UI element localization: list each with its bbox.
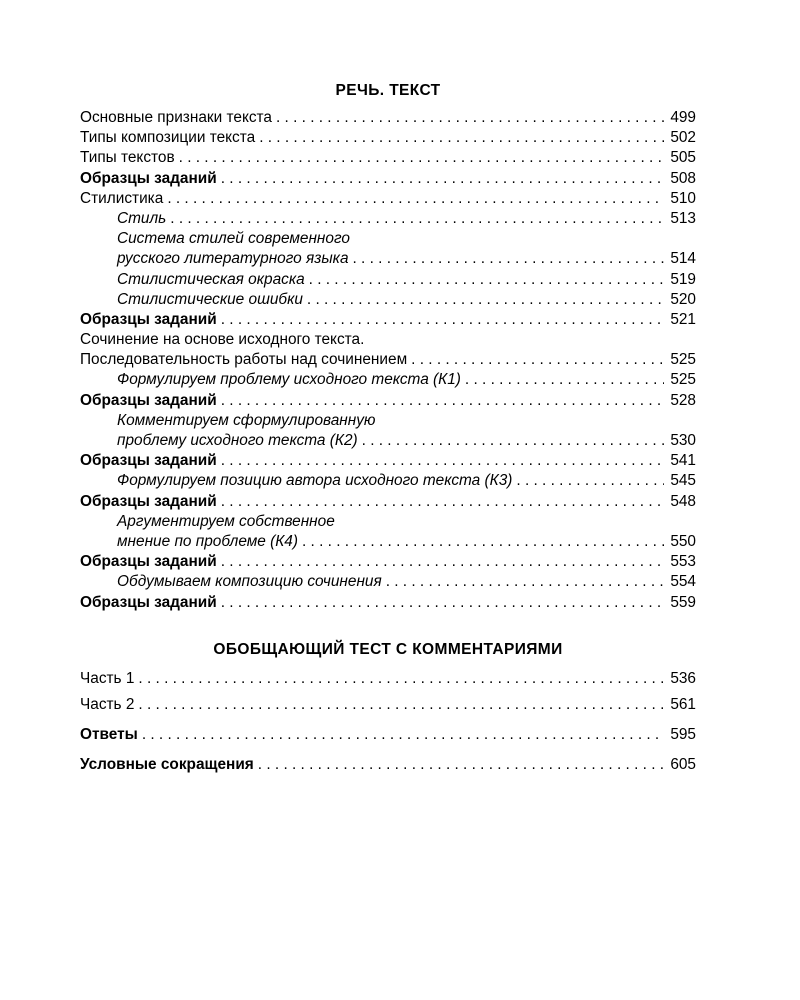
toc-entry-label: Основные признаки текста bbox=[80, 109, 272, 126]
toc-entry-page: 545 bbox=[670, 472, 696, 490]
toc-subentry bbox=[80, 431, 696, 451]
toc-entry-page: 536 bbox=[670, 670, 696, 687]
toc-list bbox=[80, 669, 696, 781]
toc-entry bbox=[80, 350, 696, 370]
toc-entry-page: 548 bbox=[670, 492, 696, 510]
toc-entry bbox=[80, 695, 696, 725]
toc-entry-label: Ответы bbox=[80, 726, 138, 743]
toc-entry-page: 525 bbox=[670, 371, 696, 389]
dot-leader bbox=[179, 148, 665, 168]
toc-entry-page: 520 bbox=[670, 290, 696, 308]
toc-entry-page: 528 bbox=[670, 391, 696, 409]
dot-leader bbox=[221, 310, 665, 330]
dot-leader bbox=[465, 370, 664, 390]
toc-subentry-line bbox=[80, 411, 696, 431]
toc-entry-page: 550 bbox=[670, 532, 696, 550]
toc-entry-label: Образцы заданий bbox=[80, 310, 217, 328]
toc-subentry bbox=[80, 270, 696, 290]
toc-entry-label: Типы текстов bbox=[80, 149, 175, 167]
toc-entry-label: Стилистическая окраска bbox=[117, 270, 305, 288]
toc-entry bbox=[80, 108, 696, 128]
toc-entry-label: Стилистика bbox=[80, 189, 164, 207]
toc-entry-page: 559 bbox=[670, 593, 696, 611]
toc-entry bbox=[80, 148, 696, 168]
toc-entry-samples bbox=[80, 552, 696, 572]
toc-entry-page: 521 bbox=[670, 310, 696, 328]
dot-leader bbox=[362, 431, 665, 451]
dot-leader bbox=[221, 593, 665, 613]
toc-entry-page: 505 bbox=[670, 149, 696, 167]
toc-entry-label: Часть 2 bbox=[80, 696, 135, 713]
dot-leader bbox=[221, 169, 665, 189]
toc-section-general-test bbox=[80, 640, 696, 781]
toc-subentry bbox=[80, 249, 696, 269]
dot-leader bbox=[386, 572, 665, 592]
toc-subentry bbox=[80, 209, 696, 229]
toc-entry-samples bbox=[80, 169, 696, 189]
toc-entry-abbreviations bbox=[80, 755, 696, 781]
toc-list bbox=[80, 108, 696, 613]
toc-entry-label: Система стилей современного bbox=[117, 230, 350, 248]
toc-entry-samples bbox=[80, 593, 696, 613]
dot-leader bbox=[307, 290, 664, 310]
dot-leader bbox=[221, 451, 665, 471]
toc-entry-label: Типы композиции текста bbox=[80, 129, 256, 147]
toc-entry-page: 514 bbox=[670, 250, 696, 268]
toc-subentry bbox=[80, 572, 696, 592]
dot-leader bbox=[170, 209, 664, 229]
dot-leader bbox=[258, 755, 665, 775]
dot-leader bbox=[142, 725, 665, 745]
toc-entry-label: Часть 1 bbox=[80, 670, 135, 687]
toc-entry-page: 553 bbox=[670, 553, 696, 571]
dot-leader bbox=[411, 350, 664, 370]
dot-leader bbox=[167, 189, 664, 209]
toc-entry-page: 510 bbox=[670, 189, 696, 207]
toc-entry-page: 513 bbox=[670, 209, 696, 227]
toc-entry-label: Обдумываем композицию сочинения bbox=[117, 573, 382, 591]
dot-leader bbox=[221, 552, 665, 572]
dot-leader bbox=[221, 492, 665, 512]
toc-entry-label: Образцы заданий bbox=[80, 452, 217, 470]
toc-entry-page: 508 bbox=[670, 169, 696, 187]
section-title: ОБОБЩАЮЩИЙ ТЕСТ С КОММЕНТАРИЯМИ bbox=[213, 641, 563, 658]
toc-entry-page: 605 bbox=[670, 756, 696, 773]
toc-entry-label: проблему исходного текста (К2) bbox=[117, 432, 358, 449]
toc-entry-label: Условные сокращения bbox=[80, 756, 254, 773]
dot-leader bbox=[276, 108, 664, 128]
toc-entry-page: 541 bbox=[670, 452, 696, 470]
toc-subentry-line bbox=[80, 229, 696, 249]
toc-subentry bbox=[80, 370, 696, 390]
toc-entry-label: Образцы заданий bbox=[80, 169, 217, 187]
toc-entry-page: 525 bbox=[670, 351, 696, 369]
dot-leader bbox=[259, 128, 664, 148]
toc-entry-samples bbox=[80, 391, 696, 411]
dot-leader bbox=[353, 249, 665, 269]
dot-leader bbox=[138, 669, 664, 689]
toc-entry-answers bbox=[80, 725, 696, 755]
toc-subentry bbox=[80, 471, 696, 491]
toc-entry-page: 499 bbox=[670, 109, 696, 126]
toc-entry-page: 561 bbox=[670, 696, 696, 713]
toc-entry-samples bbox=[80, 492, 696, 512]
dot-leader bbox=[309, 270, 665, 290]
toc-entry-label: русского литературного языка bbox=[117, 250, 349, 268]
toc-entry bbox=[80, 669, 696, 695]
toc-entry-label: Образцы заданий bbox=[80, 391, 217, 409]
toc-entry-label: Образцы заданий bbox=[80, 553, 217, 571]
toc-entry bbox=[80, 128, 696, 148]
dot-leader bbox=[516, 471, 664, 491]
toc-entry-label: Стилистические ошибки bbox=[117, 290, 303, 308]
toc-section-speech-text bbox=[80, 81, 696, 613]
toc-subentry bbox=[80, 290, 696, 310]
toc-entry-label: Образцы заданий bbox=[80, 593, 217, 611]
toc-entry-page: 519 bbox=[670, 270, 696, 288]
toc-entry-label: мнение по проблеме (К4) bbox=[117, 532, 298, 550]
section-title: РЕЧЬ. ТЕКСТ bbox=[335, 82, 441, 99]
toc-subentry bbox=[80, 532, 696, 552]
toc-entry-page: 554 bbox=[670, 573, 696, 591]
toc-entry-page: 502 bbox=[670, 129, 696, 147]
dot-leader bbox=[302, 532, 664, 552]
toc-entry-label: Комментируем сформулированную bbox=[117, 411, 376, 429]
toc-entry-label: Образцы заданий bbox=[80, 492, 217, 510]
dot-leader bbox=[138, 695, 664, 715]
dot-leader bbox=[221, 391, 665, 411]
toc-entry-label: Стиль bbox=[117, 209, 167, 227]
toc-subentry-line bbox=[80, 512, 696, 532]
toc-entry-page: 595 bbox=[670, 726, 696, 743]
toc-entry-label: Аргументируем собственное bbox=[117, 512, 335, 530]
toc-entry-label: Формулируем позицию автора исходного текста (К3) bbox=[117, 472, 513, 490]
toc-entry-line bbox=[80, 330, 696, 350]
toc-entry-samples bbox=[80, 451, 696, 471]
toc-entry-page: 530 bbox=[670, 432, 696, 449]
toc-entry bbox=[80, 189, 696, 209]
toc-entry-label: Последовательность работы над сочинением bbox=[80, 351, 408, 369]
toc-entry-samples bbox=[80, 310, 696, 330]
toc-entry-label: Формулируем проблему исходного текста (К1) bbox=[117, 371, 461, 389]
toc-entry-label: Сочинение на основе исходного текста. bbox=[80, 331, 365, 349]
